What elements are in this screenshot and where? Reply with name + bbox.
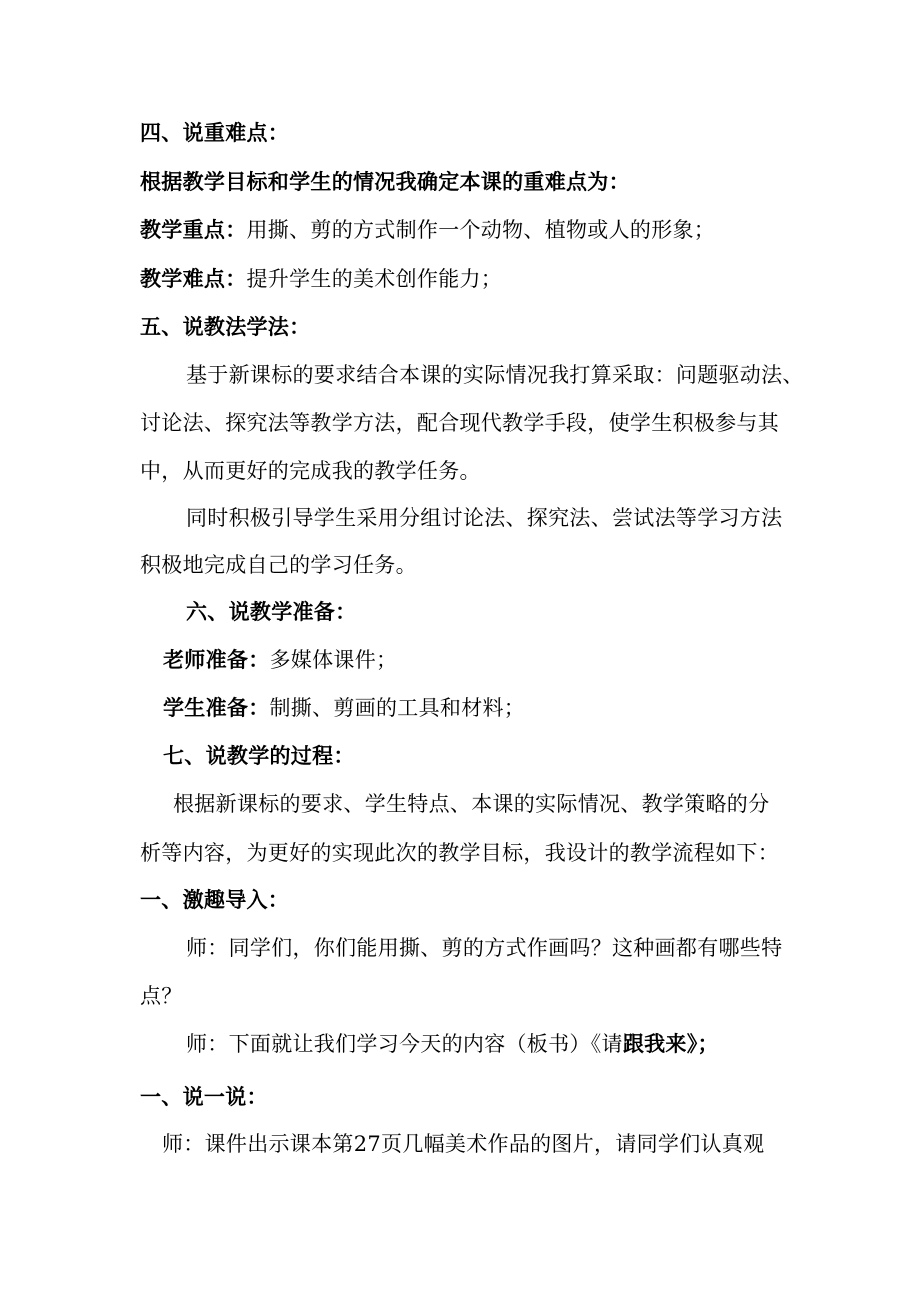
key-point-line	[140, 215, 800, 245]
section5-paragraph2-line1: 同时积极引导学生采用分组讨论法、探究法、尝试法等学习方法	[186, 506, 783, 530]
teacher-prep-line	[163, 645, 823, 675]
section6-title: 六、说教学准备：	[186, 599, 357, 624]
key-point-text: 用撕、剪的方式制作一个动物、植物或人的形象；	[246, 218, 716, 242]
teacher-prep-text: 多媒体课件；	[269, 648, 398, 672]
section4-title: 四、说重难点：	[140, 120, 290, 145]
section7-paragraph-line2: 析等内容，为更好的实现此次的教学目标，我设计的教学流程如下：	[140, 841, 779, 865]
step1-title: 一、激趣导入：	[140, 887, 290, 912]
step1-question-line2: 点？	[140, 984, 183, 1008]
section5-paragraph2-line2: 积极地完成自己的学习任务。	[140, 553, 417, 577]
step1-question-line1: 师：同学们，你们能用撕、剪的方式作画吗？这种画都有哪些特	[186, 936, 783, 960]
student-prep-text: 制撕、剪画的工具和材料；	[269, 696, 526, 720]
step2-line1: 师：课件出示课本第27页几幅美术作品的图片，请同学们认真观	[162, 1132, 765, 1156]
step2-title: 一、说一说：	[140, 1084, 268, 1109]
section4-intro: 根据教学目标和学生的情况我确定本课的重难点为：	[140, 169, 630, 194]
section5-paragraph1-line1: 基于新课标的要求结合本课的实际情况我打算采取：问题驱动法、	[186, 363, 804, 387]
section5-paragraph1-line3: 中，从而更好的完成我的教学任务。	[140, 459, 481, 483]
step1-teacher-bold-title: 跟我来》；	[622, 1031, 719, 1056]
key-point-label: 教学重点：	[140, 217, 247, 242]
section7-title: 七、说教学的过程：	[163, 743, 355, 768]
difficulty-text: 提升学生的美术创作能力；	[246, 267, 503, 291]
section7-paragraph-line1: 根据新课标的要求、学生特点、本课的实际情况、教学策略的分	[173, 792, 770, 816]
step1-teacher-line	[186, 1029, 846, 1059]
difficulty-label: 教学难点：	[140, 266, 247, 291]
difficulty-line	[140, 264, 800, 294]
section5-title: 五、说教法学法：	[140, 314, 311, 339]
section5-paragraph1-line2: 讨论法、探究法等教学方法，配合现代教学手段，使学生积极参与其	[140, 411, 779, 435]
teacher-prep-label: 老师准备：	[163, 647, 270, 672]
student-prep-line	[163, 693, 823, 723]
student-prep-label: 学生准备：	[163, 695, 270, 720]
step1-teacher-text: 师：下面就让我们学习今天的内容（板书）《请	[186, 1032, 623, 1056]
